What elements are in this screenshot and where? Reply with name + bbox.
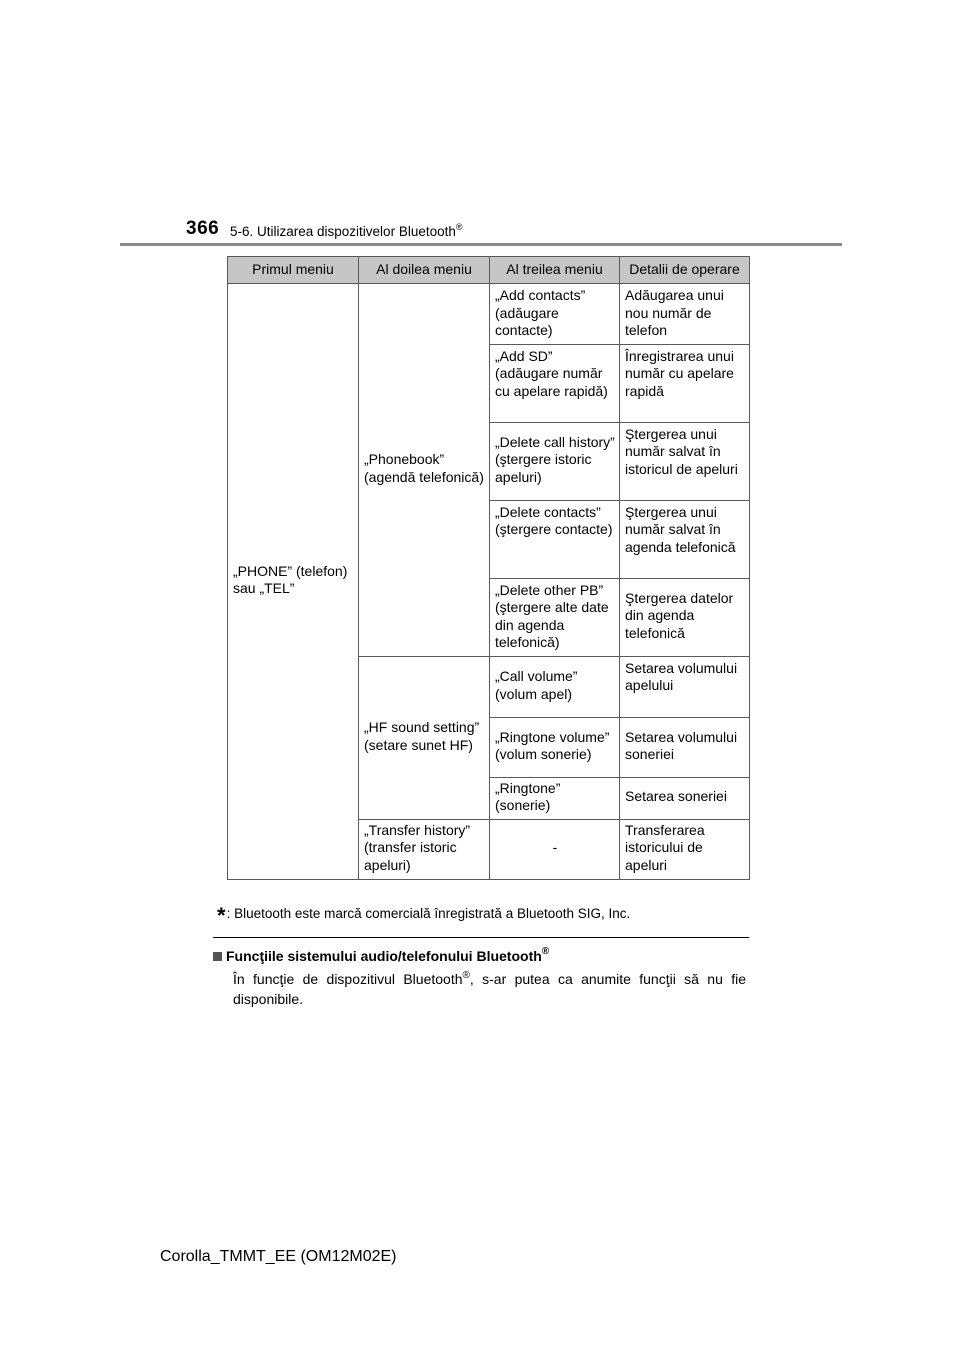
section-rule bbox=[213, 937, 749, 938]
third-menu-cell: „Ringtone” (sonerie) bbox=[490, 777, 620, 819]
detail-cell: Adăugarea unui nou număr de telefon bbox=[620, 284, 750, 345]
body-text-part: În funcţie de dispozitivul Bluetooth bbox=[233, 971, 463, 987]
square-bullet-icon bbox=[213, 952, 222, 961]
table-row bbox=[228, 284, 750, 345]
column-header: Primul meniu bbox=[228, 257, 359, 284]
section-heading bbox=[213, 946, 549, 964]
header-rule bbox=[120, 243, 842, 246]
page-number: 366 bbox=[186, 218, 220, 239]
table-header-row bbox=[228, 257, 750, 284]
detail-cell: Setarea volumului soneriei bbox=[620, 717, 750, 777]
detail-cell: Ştergerea unui număr salvat în istoricul de apeluri bbox=[620, 422, 750, 500]
third-menu-cell: „Delete call history” (ştergere istoric apeluri) bbox=[490, 422, 620, 500]
detail-cell: Ştergerea datelor din agenda telefonică bbox=[620, 578, 750, 656]
column-header: Al doilea meniu bbox=[359, 257, 490, 284]
footnote bbox=[217, 903, 630, 929]
empty-third-menu-cell: - bbox=[490, 819, 620, 879]
hf-sound-cell: „HF sound setting” (setare sunet HF) bbox=[359, 656, 490, 819]
transfer-history-cell: „Transfer history” (transfer istoric apeluri) bbox=[359, 819, 490, 879]
section-heading-text: Funcţiile sistemului audio/telefonului Bluetooth bbox=[226, 948, 542, 964]
body-text-part: , s-ar putea ca anumite funcţii să nu fie disponibile. bbox=[233, 971, 746, 1007]
detail-cell: Setarea volumului apelului bbox=[620, 656, 750, 717]
detail-cell: Înregistrarea unui număr cu apelare rapidă bbox=[620, 344, 750, 422]
third-menu-cell: „Ringtone volume” (volum sonerie) bbox=[490, 717, 620, 777]
phonebook-cell: „Phonebook” (agendă telefonică) bbox=[359, 284, 490, 657]
detail-cell: Transferarea istoricului de apeluri bbox=[620, 819, 750, 879]
third-menu-cell: „Delete other PB” (ştergere alte date din agenda telefonică) bbox=[490, 578, 620, 656]
section-title bbox=[230, 222, 463, 239]
first-menu-cell: „PHONE” (telefon) sau „TEL” bbox=[228, 284, 359, 880]
third-menu-cell: „Call volume” (volum apel) bbox=[490, 656, 620, 717]
detail-cell: Ştergerea unui număr salvat în agenda telefonică bbox=[620, 500, 750, 578]
section-title-text: 5-6. Utilizarea dispozitivelor Bluetooth bbox=[230, 224, 456, 239]
document-code: Corolla_TMMT_EE (OM12M02E) bbox=[160, 1248, 397, 1265]
detail-cell: Setarea soneriei bbox=[620, 777, 750, 819]
third-menu-cell: „Delete contacts” (ştergere contacte) bbox=[490, 500, 620, 578]
footnote-text: : Bluetooth este marcă comercială înregistrată a Bluetooth SIG, Inc. bbox=[226, 906, 631, 921]
footnote-star: * bbox=[217, 903, 226, 928]
third-menu-cell: „Add SD” (adăugare număr cu apelare rapidă) bbox=[490, 344, 620, 422]
third-menu-cell: „Add contacts” (adăugare contacte) bbox=[490, 284, 620, 345]
column-header: Detalii de operare bbox=[620, 257, 750, 284]
registered-mark: ® bbox=[455, 222, 463, 232]
menu-table bbox=[227, 256, 750, 880]
column-header: Al treilea meniu bbox=[490, 257, 620, 284]
body-paragraph bbox=[233, 966, 746, 1009]
registered-mark: ® bbox=[462, 970, 470, 981]
registered-mark: ® bbox=[541, 946, 550, 957]
